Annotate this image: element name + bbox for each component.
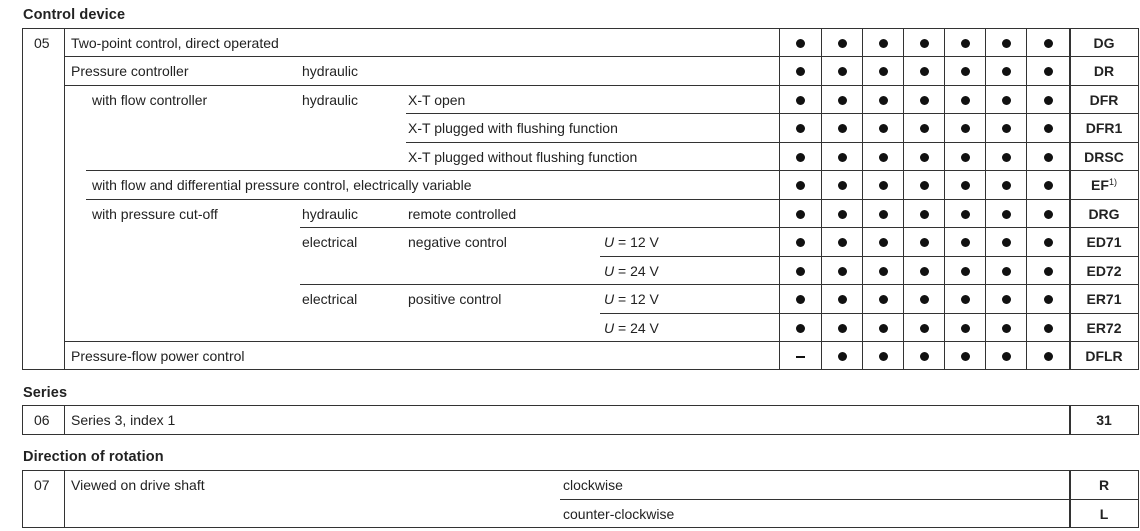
available-dot [1044,96,1053,105]
rotation-option-counter-clockwise: counter-clockwise [563,506,675,522]
available-dot [796,210,805,219]
option-variant: negative control [408,234,507,250]
available-dot [838,153,847,162]
available-dot [879,39,888,48]
option-mode: hydraulic [302,63,359,79]
available-dot [838,67,847,76]
order-code: DFR [1089,92,1119,108]
voltage-value: U = 24 V [604,263,659,279]
available-dot [838,238,847,247]
available-dot [961,181,970,190]
available-dot [838,210,847,219]
available-dot [961,324,970,333]
available-dot [796,124,805,133]
available-dot [879,352,888,361]
available-dot [838,181,847,190]
available-dot [879,267,888,276]
available-dot [879,181,888,190]
available-dot [920,267,929,276]
available-dot [920,210,929,219]
available-dot [961,96,970,105]
order-code: R [1098,477,1110,493]
available-dot [920,238,929,247]
available-dot [838,267,847,276]
available-dot [796,324,805,333]
available-dot [1044,324,1053,333]
available-dot [1002,267,1011,276]
available-dot [920,124,929,133]
section-title-rotation: Direction of rotation [23,449,164,465]
voltage-value: U = 24 V [604,320,659,336]
section-title-control-device: Control device [23,7,126,23]
option-variant: remote controlled [408,206,517,222]
order-code: DR [1093,63,1115,79]
available-dot [920,352,929,361]
available-dot [796,295,805,304]
footnote-marker: 1) [1108,177,1117,187]
option-variant: positive control [408,291,502,307]
option-label: with pressure cut-off [92,206,218,222]
voltage-value: U = 12 V [604,234,659,250]
option-mode: electrical [302,234,358,250]
option-variant: X-T plugged without flushing function [408,149,638,165]
option-label: with flow controller [92,92,208,108]
option-variant: X-T open [408,92,466,108]
available-dot [1002,96,1011,105]
available-dot [961,295,970,304]
available-dot [920,96,929,105]
available-dot [1002,210,1011,219]
available-dot [920,295,929,304]
option-variant: X-T plugged with flushing function [408,120,618,136]
available-dot [879,96,888,105]
order-code: DG [1093,35,1115,51]
option-label: with flow and differential pressure control, electrically variable [92,177,472,193]
available-dot [879,238,888,247]
option-label: Two-point control, direct operated [71,35,279,51]
available-dot [961,238,970,247]
order-code: ER72 [1086,320,1122,336]
unavailable-dash [796,356,805,358]
available-dot [1044,352,1053,361]
available-dot [1002,67,1011,76]
available-dot [1002,295,1011,304]
available-dot [879,324,888,333]
available-dot [1044,181,1053,190]
available-dot [838,295,847,304]
available-dot [879,153,888,162]
available-dot [838,124,847,133]
available-dot [796,181,805,190]
available-dot [1002,181,1011,190]
available-dot [1002,352,1011,361]
available-dot [1044,67,1053,76]
order-code: ED72 [1086,263,1122,279]
available-dot [796,39,805,48]
order-code: DRG [1088,206,1120,222]
order-code: ER71 [1086,291,1122,307]
option-label: Pressure-flow power control [71,348,245,364]
available-dot [838,39,847,48]
available-dot [1002,39,1011,48]
available-dot [879,67,888,76]
available-dot [961,124,970,133]
available-dot [920,324,929,333]
available-dot [920,39,929,48]
available-dot [879,210,888,219]
order-code: 31 [1096,412,1112,428]
voltage-value: U = 12 V [604,291,659,307]
available-dot [1044,153,1053,162]
available-dot [879,124,888,133]
available-dot [796,96,805,105]
rotation-label: Viewed on drive shaft [71,477,205,493]
order-code: L [1099,506,1109,522]
available-dot [961,210,970,219]
available-dot [796,238,805,247]
order-code: DFR1 [1085,120,1123,136]
available-dot [796,67,805,76]
available-dot [879,295,888,304]
section-title-series: Series [23,385,68,401]
available-dot [796,153,805,162]
available-dot [1044,39,1053,48]
available-dot [1002,324,1011,333]
available-dot [1002,153,1011,162]
available-dot [838,352,847,361]
order-code: EF$^{1)}$ [1091,177,1117,193]
available-dot [920,67,929,76]
series-table [22,405,1139,435]
available-dot [1044,295,1053,304]
rotation-number: 07 [34,477,50,493]
available-dot [796,267,805,276]
control-device-number: 05 [34,35,50,51]
rotation-option-clockwise: clockwise [563,477,623,493]
available-dot [1044,210,1053,219]
available-dot [1002,124,1011,133]
available-dot [961,67,970,76]
option-mode: hydraulic [302,92,359,108]
available-dot [1044,124,1053,133]
option-mode: electrical [302,291,358,307]
order-code: ED71 [1086,234,1122,250]
available-dot [961,352,970,361]
available-dot [961,39,970,48]
option-mode: hydraulic [302,206,359,222]
option-label: Pressure controller [71,63,189,79]
available-dot [1044,267,1053,276]
available-dot [920,153,929,162]
order-code: DRSC [1084,149,1124,165]
available-dot [920,181,929,190]
series-label: Series 3, index 1 [71,412,176,428]
available-dot [838,96,847,105]
available-dot [961,267,970,276]
available-dot [838,324,847,333]
available-dot [961,153,970,162]
available-dot [1044,238,1053,247]
available-dot [1002,238,1011,247]
series-number: 06 [34,412,50,428]
order-code: DFLR [1085,348,1123,364]
